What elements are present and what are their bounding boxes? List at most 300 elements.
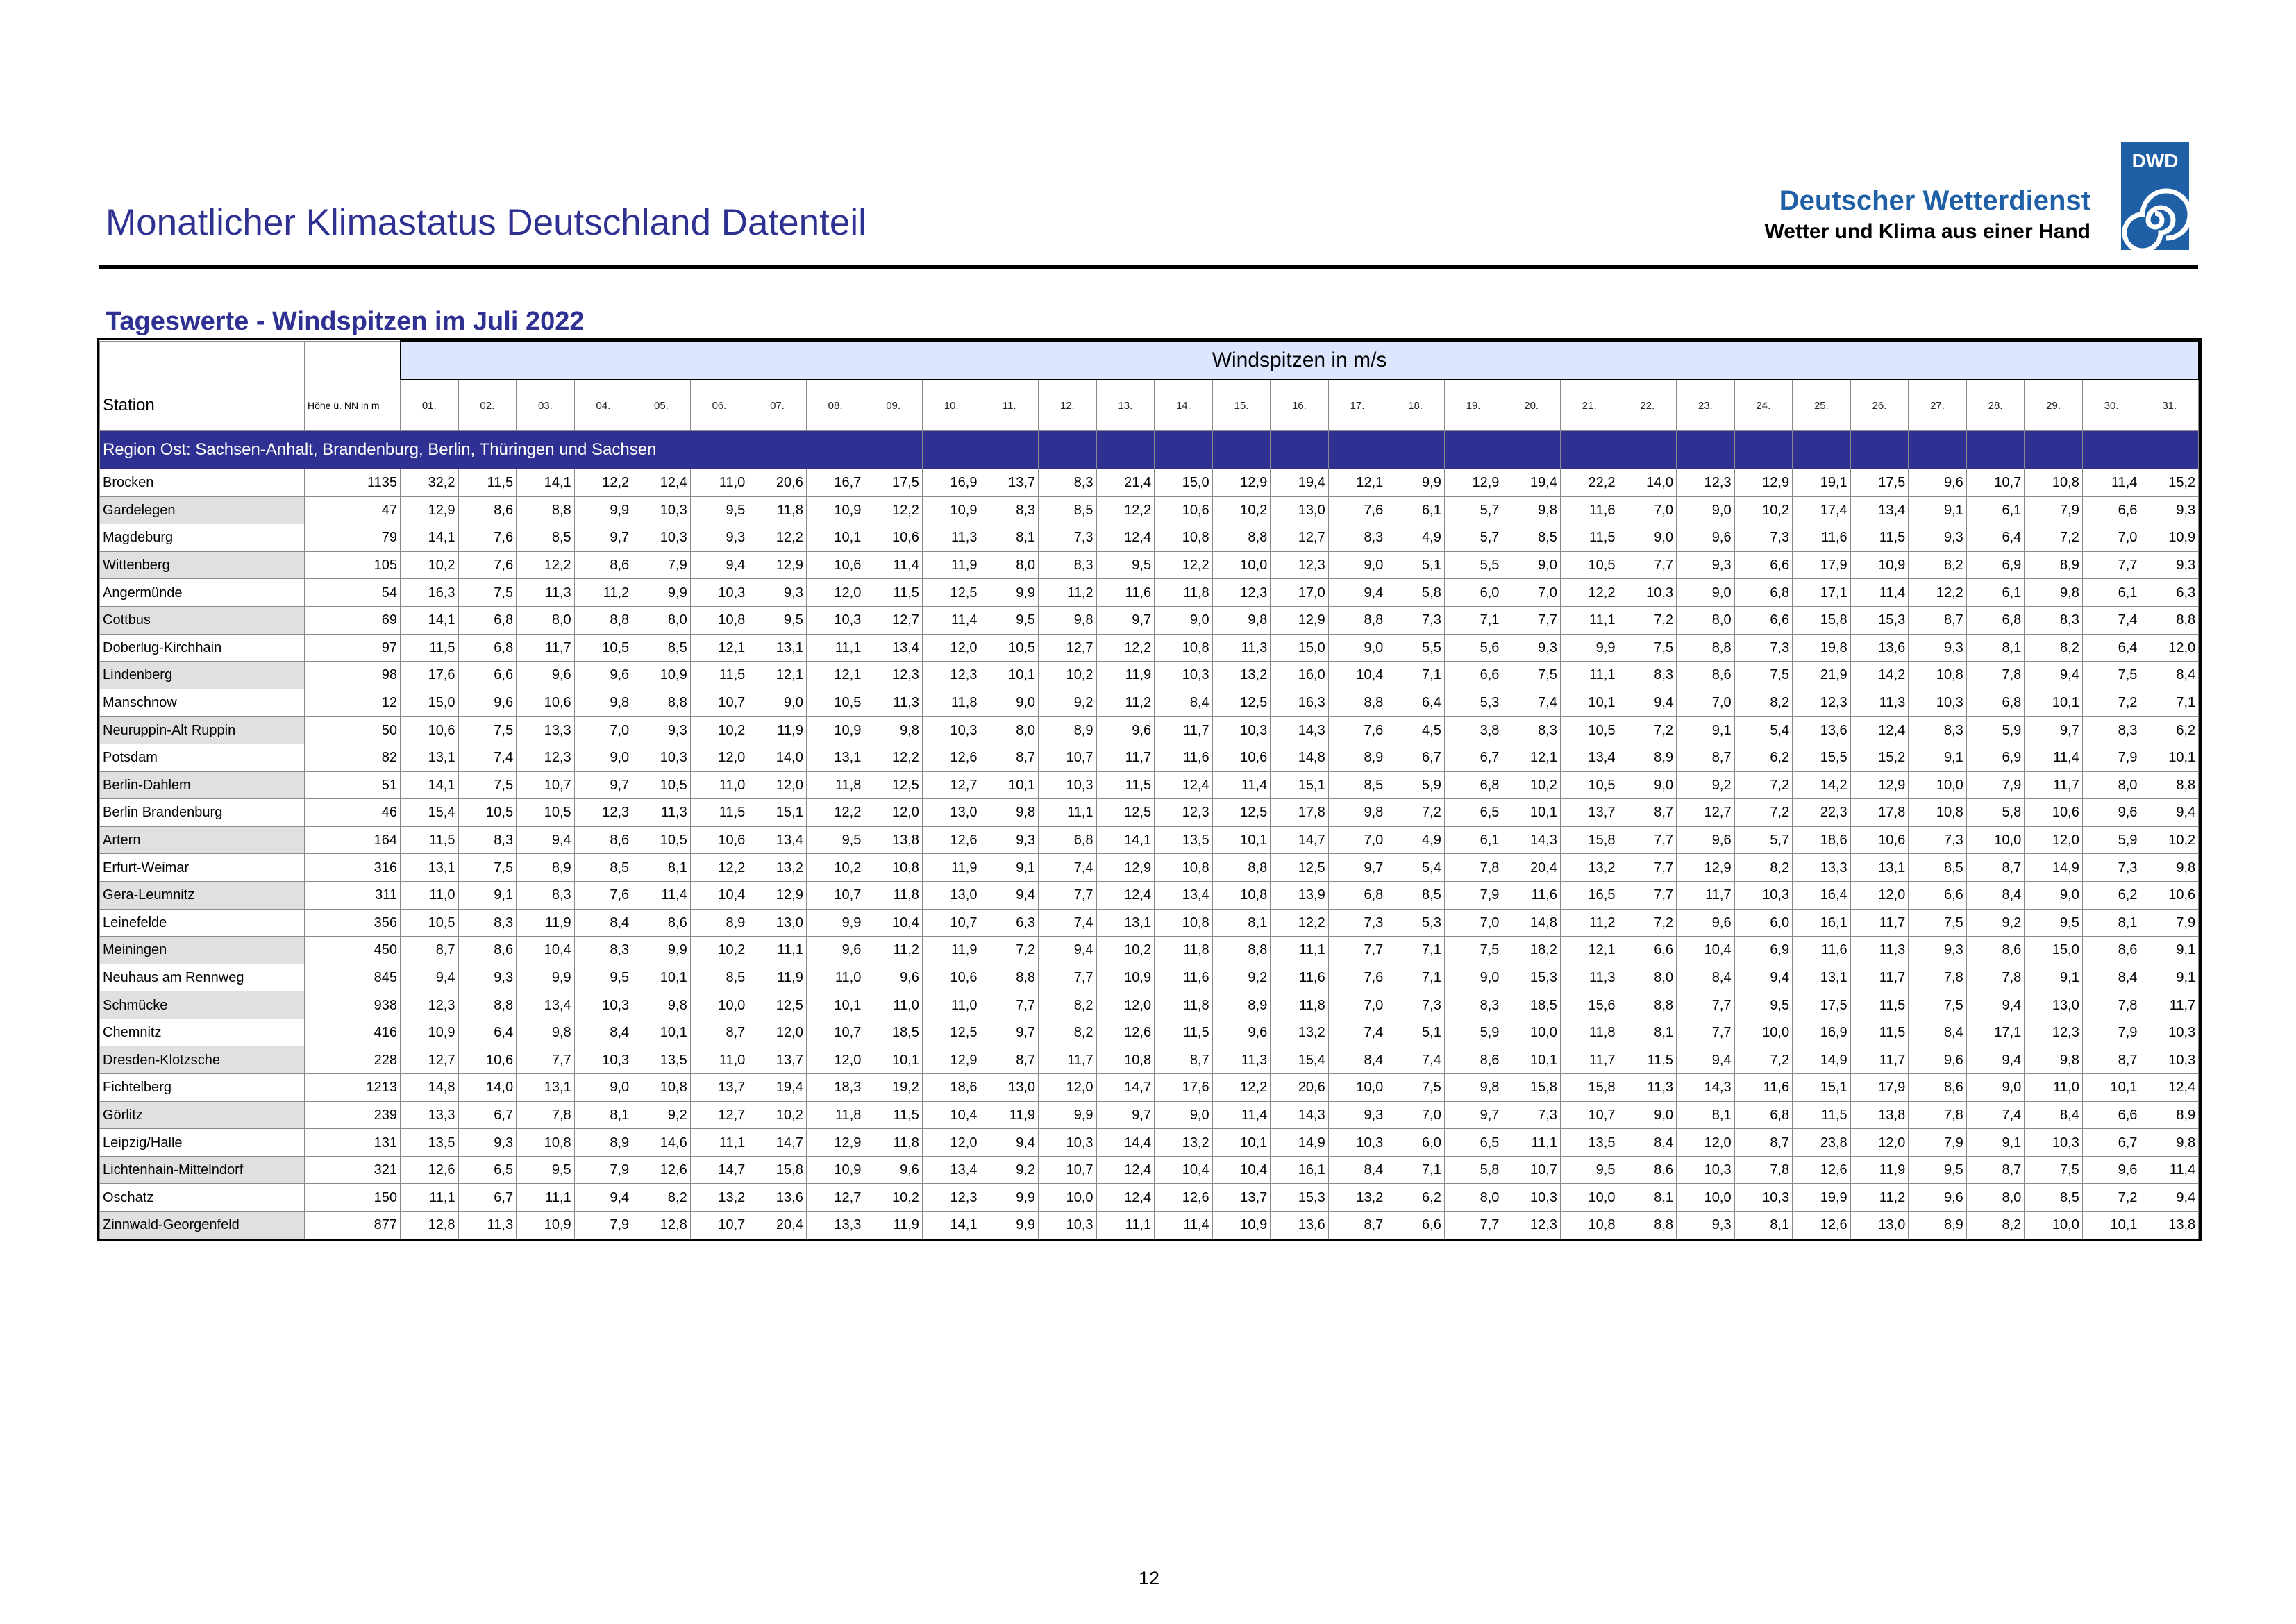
- wind-peak-value: 9,9: [980, 1184, 1039, 1212]
- wind-peak-value: 8,4: [574, 1019, 632, 1046]
- wind-peak-value: 6,1: [2082, 579, 2140, 607]
- wind-peak-value: 12,5: [1271, 854, 1329, 882]
- wind-peak-value: 15,8: [1560, 1074, 1618, 1102]
- wind-peak-value: 8,5: [2025, 1184, 2083, 1212]
- wind-peak-value: 14,1: [922, 1212, 980, 1239]
- wind-peak-value: 7,1: [1386, 1156, 1445, 1184]
- wind-peak-value: 13,3: [1793, 854, 1851, 882]
- wind-peak-value: 10,2: [1502, 771, 1561, 799]
- wind-peak-value: 19,1: [1793, 469, 1851, 497]
- wind-peak-value: 14,8: [401, 1074, 459, 1102]
- wind-peak-value: 12,3: [401, 991, 459, 1019]
- wind-peak-value: 10,1: [1212, 1129, 1271, 1157]
- wind-peak-value: 8,0: [2082, 771, 2140, 799]
- station-name: Berlin-Dahlem: [100, 771, 305, 799]
- wind-peak-value: 17,4: [1793, 496, 1851, 524]
- wind-peak-value: 8,6: [458, 937, 517, 964]
- wind-peak-value: 11,6: [1155, 964, 1213, 991]
- wind-peak-value: 10,2: [748, 1101, 807, 1129]
- wind-peak-value: 10,3: [806, 606, 864, 634]
- wind-peak-value: 7,2: [1386, 799, 1445, 827]
- wind-peak-value: 12,1: [1328, 469, 1386, 497]
- wind-peak-value: 19,9: [1793, 1184, 1851, 1212]
- day-column-header: 03.: [517, 380, 575, 431]
- station-name: Gera-Leumnitz: [100, 881, 305, 909]
- wind-peak-value: 16,5: [1560, 881, 1618, 909]
- wind-peak-value: 8,3: [574, 937, 632, 964]
- day-column-header: 08.: [806, 380, 864, 431]
- table-row: [100, 551, 2199, 579]
- wind-peak-value: 11,1: [1096, 1212, 1155, 1239]
- wind-peak-value: 8,5: [1386, 881, 1445, 909]
- wind-peak-value: 8,7: [1909, 606, 1967, 634]
- wind-peak-value: 9,1: [1677, 717, 1735, 744]
- wind-peak-value: 16,9: [1793, 1019, 1851, 1046]
- wind-peak-value: 18,5: [864, 1019, 923, 1046]
- wind-peak-value: 7,1: [1386, 964, 1445, 991]
- station-name: Potsdam: [100, 744, 305, 771]
- wind-peak-value: 9,3: [980, 826, 1039, 854]
- wind-peak-value: 7,5: [1734, 662, 1793, 689]
- wind-peak-value: 13,6: [748, 1184, 807, 1212]
- wind-peak-value: 13,4: [864, 634, 923, 662]
- wind-peak-value: 11,3: [864, 689, 923, 717]
- wind-peak-value: 10,4: [517, 937, 575, 964]
- wind-peak-value: 7,7: [1677, 991, 1735, 1019]
- wind-peak-value: 8,8: [1618, 1212, 1677, 1239]
- wind-peak-value: 9,7: [980, 1019, 1039, 1046]
- wind-peak-value: 9,6: [1677, 826, 1735, 854]
- table-row: [100, 634, 2199, 662]
- region-fill-cell: [1850, 431, 1909, 469]
- wind-peak-value: 10,5: [632, 826, 691, 854]
- wind-peak-value: 9,8: [1444, 1074, 1502, 1102]
- wind-peak-value: 8,7: [1155, 1046, 1213, 1074]
- day-column-header: 26.: [1850, 380, 1909, 431]
- wind-peak-value: 8,1: [574, 1101, 632, 1129]
- wind-peak-value: 10,7: [806, 1019, 864, 1046]
- wind-peak-value: 9,7: [574, 771, 632, 799]
- table-row: [100, 771, 2199, 799]
- region-fill-cell: [1386, 431, 1445, 469]
- wind-peak-value: 7,5: [458, 854, 517, 882]
- wind-peak-value: 15,6: [1560, 991, 1618, 1019]
- wind-peak-value: 12,0: [806, 1046, 864, 1074]
- wind-peak-value: 6,5: [1444, 1129, 1502, 1157]
- wind-peak-value: 18,2: [1502, 937, 1561, 964]
- wind-peak-value: 5,7: [1734, 826, 1793, 854]
- wind-peak-value: 13,1: [806, 744, 864, 771]
- wind-peak-value: 12,9: [1212, 469, 1271, 497]
- station-name: Schmücke: [100, 991, 305, 1019]
- wind-peak-value: 17,6: [401, 662, 459, 689]
- day-column-header: 05.: [632, 380, 691, 431]
- wind-peak-value: 12,2: [806, 799, 864, 827]
- region-fill-cell: [1966, 431, 2025, 469]
- wind-peak-value: 10,4: [1212, 1156, 1271, 1184]
- station-elevation: 1213: [305, 1074, 401, 1102]
- wind-peak-value: 12,2: [1212, 1074, 1271, 1102]
- wind-peak-value: 7,4: [1039, 909, 1097, 937]
- wind-peak-value: 15,0: [2025, 937, 2083, 964]
- wind-peak-value: 10,1: [980, 771, 1039, 799]
- wind-peak-value: 11,6: [1502, 881, 1561, 909]
- wind-peak-value: 9,5: [2025, 909, 2083, 937]
- wind-peak-value: 9,8: [2140, 854, 2199, 882]
- wind-peak-value: 14,9: [1271, 1129, 1329, 1157]
- wind-peak-value: 9,1: [1966, 1129, 2025, 1157]
- wind-peak-value: 11,4: [1212, 771, 1271, 799]
- wind-peak-value: 17,5: [1793, 991, 1851, 1019]
- wind-peak-value: 8,0: [1966, 1184, 2025, 1212]
- wind-peak-value: 14,8: [1502, 909, 1561, 937]
- wind-peak-value: 11,4: [2082, 469, 2140, 497]
- wind-peak-value: 8,3: [1039, 551, 1097, 579]
- wind-peak-value: 10,2: [1734, 496, 1793, 524]
- wind-peak-value: 9,0: [574, 1074, 632, 1102]
- wind-peak-value: 7,3: [1734, 524, 1793, 552]
- region-fill-cell: [1677, 431, 1735, 469]
- wind-peak-value: 11,8: [864, 881, 923, 909]
- wind-peak-value: 12,5: [922, 579, 980, 607]
- wind-peak-value: 8,8: [1328, 606, 1386, 634]
- wind-peak-value: 10,9: [1850, 551, 1909, 579]
- wind-peak-value: 10,3: [1155, 662, 1213, 689]
- wind-peak-value: 9,5: [748, 606, 807, 634]
- wind-peak-value: 12,9: [748, 881, 807, 909]
- station-name: Angermünde: [100, 579, 305, 607]
- day-column-header: 10.: [922, 380, 980, 431]
- wind-peak-value: 8,8: [1212, 854, 1271, 882]
- wind-peak-value: 7,9: [574, 1212, 632, 1239]
- table-row: [100, 1156, 2199, 1184]
- wind-peak-value: 6,1: [1966, 579, 2025, 607]
- station-elevation: 46: [305, 799, 401, 827]
- wind-peak-value: 7,8: [517, 1101, 575, 1129]
- station-name: Leinefelde: [100, 909, 305, 937]
- wind-peak-value: 9,0: [1328, 634, 1386, 662]
- wind-peak-value: 11,3: [458, 1212, 517, 1239]
- wind-peak-value: 9,3: [1909, 937, 1967, 964]
- wind-peak-value: 6,7: [458, 1101, 517, 1129]
- wind-peak-value: 11,1: [1502, 1129, 1561, 1157]
- wind-peak-value: 17,5: [1850, 469, 1909, 497]
- wind-peak-value: 10,9: [806, 717, 864, 744]
- wind-peak-value: 12,6: [1793, 1212, 1851, 1239]
- wind-peak-value: 8,6: [1677, 662, 1735, 689]
- station-elevation: 1135: [305, 469, 401, 497]
- station-name: Lindenberg: [100, 662, 305, 689]
- wind-peak-value: 12,2: [1909, 579, 1967, 607]
- station-elevation: 311: [305, 881, 401, 909]
- wind-peak-value: 12,9: [1444, 469, 1502, 497]
- wind-peak-value: 7,8: [1444, 854, 1502, 882]
- wind-peak-value: 10,1: [864, 1046, 923, 1074]
- wind-peak-value: 15,3: [1271, 1184, 1329, 1212]
- wind-peak-value: 11,4: [1850, 579, 1909, 607]
- region-fill-cell: [1909, 431, 1967, 469]
- wind-peak-value: 9,3: [1909, 634, 1967, 662]
- wind-peak-value: 7,9: [632, 551, 691, 579]
- wind-peak-value: 8,2: [1039, 991, 1097, 1019]
- wind-peak-value: 11,3: [922, 524, 980, 552]
- wind-peak-value: 13,3: [517, 717, 575, 744]
- wind-peak-value: 9,6: [864, 1156, 923, 1184]
- wind-peak-value: 9,4: [2025, 662, 2083, 689]
- wind-peak-value: 7,3: [2082, 854, 2140, 882]
- wind-peak-value: 11,8: [806, 1101, 864, 1129]
- region-fill-cell: [1444, 431, 1502, 469]
- wind-peak-value: 12,0: [1677, 1129, 1735, 1157]
- wind-peak-value: 10,0: [1328, 1074, 1386, 1102]
- wind-peak-value: 7,4: [1386, 1046, 1445, 1074]
- station-elevation: 50: [305, 717, 401, 744]
- table-row: [100, 1019, 2199, 1046]
- wind-peak-value: 12,4: [1096, 1156, 1155, 1184]
- wind-peak-value: 11,5: [401, 826, 459, 854]
- wind-peak-value: 17,5: [864, 469, 923, 497]
- region-row: [100, 431, 2199, 469]
- wind-peak-value: 13,7: [748, 1046, 807, 1074]
- wind-peak-value: 12,9: [1734, 469, 1793, 497]
- wind-peak-value: 8,4: [1966, 881, 2025, 909]
- wind-peak-value: 9,8: [1212, 606, 1271, 634]
- wind-peak-value: 13,0: [922, 799, 980, 827]
- wind-peak-value: 9,6: [1677, 909, 1735, 937]
- region-fill-cell: [1212, 431, 1271, 469]
- day-column-header: 07.: [748, 380, 807, 431]
- wind-peak-value: 4,5: [1386, 717, 1445, 744]
- wind-peak-value: 10,9: [632, 662, 691, 689]
- wind-peak-value: 9,3: [748, 579, 807, 607]
- wind-peak-value: 10,5: [401, 909, 459, 937]
- wind-peak-value: 9,6: [517, 662, 575, 689]
- wind-peak-value: 9,9: [980, 579, 1039, 607]
- wind-peak-value: 10,4: [1677, 937, 1735, 964]
- wind-peak-value: 7,8: [1909, 964, 1967, 991]
- wind-peak-value: 12,6: [1096, 1019, 1155, 1046]
- wind-peak-value: 7,4: [1966, 1101, 2025, 1129]
- wind-peak-value: 9,0: [1155, 606, 1213, 634]
- wind-peak-value: 6,1: [1966, 496, 2025, 524]
- wind-peak-value: 12,4: [1096, 1184, 1155, 1212]
- station-elevation: 877: [305, 1212, 401, 1239]
- wind-peak-value: 5,3: [1444, 689, 1502, 717]
- day-column-header: 27.: [1909, 380, 1967, 431]
- wind-peak-value: 9,6: [2082, 799, 2140, 827]
- wind-peak-value: 12,9: [401, 496, 459, 524]
- wind-peak-value: 12,9: [1850, 771, 1909, 799]
- wind-peak-value: 11,5: [1560, 524, 1618, 552]
- wind-peak-value: 8,4: [2082, 964, 2140, 991]
- wind-peak-value: 11,2: [574, 579, 632, 607]
- region-fill-cell: [1155, 431, 1213, 469]
- wind-peak-value: 14,0: [458, 1074, 517, 1102]
- wind-peak-value: 11,6: [1560, 496, 1618, 524]
- wind-peak-value: 13,8: [1850, 1101, 1909, 1129]
- wind-peak-value: 11,6: [1793, 937, 1851, 964]
- wind-peak-value: 11,5: [864, 579, 923, 607]
- wind-peak-value: 9,0: [1328, 551, 1386, 579]
- wind-peak-value: 12,3: [922, 1184, 980, 1212]
- wind-peak-value: 10,4: [1328, 662, 1386, 689]
- day-column-header: 12.: [1039, 380, 1097, 431]
- wind-peak-value: 15,0: [1155, 469, 1213, 497]
- wind-peak-value: 13,7: [980, 469, 1039, 497]
- wind-peak-value: 8,0: [517, 606, 575, 634]
- wind-peak-value: 8,2: [1039, 1019, 1097, 1046]
- wind-peak-value: 14,8: [1271, 744, 1329, 771]
- table-row: [100, 826, 2199, 854]
- wind-peak-value: 10,8: [1909, 799, 1967, 827]
- wind-peak-value: 12,5: [864, 771, 923, 799]
- wind-peak-value: 11,3: [632, 799, 691, 827]
- wind-peak-value: 10,8: [864, 854, 923, 882]
- day-column-header: 14.: [1155, 380, 1213, 431]
- wind-peak-value: 9,6: [458, 689, 517, 717]
- wind-peak-value: 8,2: [1734, 689, 1793, 717]
- wind-peak-value: 10,0: [2025, 1212, 2083, 1239]
- wind-peak-value: 11,2: [1096, 689, 1155, 717]
- wind-peak-value: 5,4: [1386, 854, 1445, 882]
- wind-peak-value: 12,3: [1155, 799, 1213, 827]
- wind-peak-value: 6,7: [458, 1184, 517, 1212]
- wind-peak-value: 12,6: [1793, 1156, 1851, 1184]
- wind-peak-value: 8,0: [1618, 964, 1677, 991]
- wind-peak-value: 8,4: [574, 909, 632, 937]
- wind-peak-value: 12,2: [864, 744, 923, 771]
- wind-peak-value: 14,7: [690, 1156, 748, 1184]
- wind-peak-value: 10,6: [690, 826, 748, 854]
- day-column-header: 11.: [980, 380, 1039, 431]
- wind-peak-value: 8,7: [1618, 799, 1677, 827]
- wind-peak-value: 5,3: [1386, 909, 1445, 937]
- wind-peak-value: 7,3: [1734, 634, 1793, 662]
- wind-peak-value: 11,0: [922, 991, 980, 1019]
- wind-peak-value: 9,1: [1909, 744, 1967, 771]
- wind-peak-value: 11,6: [1096, 579, 1155, 607]
- wind-peak-value: 9,9: [1039, 1101, 1097, 1129]
- wind-peak-value: 7,5: [2025, 1156, 2083, 1184]
- day-column-header: 31.: [2140, 380, 2199, 431]
- wind-peak-value: 12,6: [632, 1156, 691, 1184]
- wind-peak-value: 11,7: [517, 634, 575, 662]
- wind-peak-value: 9,3: [690, 524, 748, 552]
- wind-peak-value: 7,2: [2025, 524, 2083, 552]
- wind-peak-value: 9,9: [632, 937, 691, 964]
- wind-peak-value: 7,2: [980, 937, 1039, 964]
- wind-peak-value: 10,3: [632, 524, 691, 552]
- wind-peak-value: 8,7: [1328, 1212, 1386, 1239]
- wind-peak-value: 13,2: [690, 1184, 748, 1212]
- wind-peak-value: 13,6: [1271, 1212, 1329, 1239]
- wind-peak-value: 11,5: [1618, 1046, 1677, 1074]
- wind-peak-value: 7,4: [1039, 854, 1097, 882]
- wind-peak-value: 8,8: [632, 689, 691, 717]
- section-title: Tageswerte - Windspitzen im Juli 2022: [106, 307, 585, 336]
- wind-peak-value: 9,9: [1386, 469, 1445, 497]
- wind-peak-value: 7,4: [2082, 606, 2140, 634]
- wind-peak-value: 7,2: [1734, 799, 1793, 827]
- wind-peak-value: 12,0: [1096, 991, 1155, 1019]
- wind-peak-value: 13,2: [1328, 1184, 1386, 1212]
- wind-peak-value: 14,9: [2025, 854, 2083, 882]
- wind-peak-value: 7,2: [1734, 771, 1793, 799]
- wind-peak-value: 7,6: [1328, 496, 1386, 524]
- wind-peak-value: 11,7: [2025, 771, 2083, 799]
- wind-peak-value: 8,5: [632, 634, 691, 662]
- wind-peak-value: 11,8: [748, 496, 807, 524]
- station-elevation: 12: [305, 689, 401, 717]
- wind-peak-value: 10,7: [690, 689, 748, 717]
- wind-peak-value: 19,8: [1793, 634, 1851, 662]
- wind-peak-value: 10,5: [1560, 771, 1618, 799]
- wind-peak-value: 6,9: [1734, 937, 1793, 964]
- wind-peak-value: 8,4: [1677, 964, 1735, 991]
- wind-peak-value: 17,1: [1793, 579, 1851, 607]
- wind-peak-value: 8,3: [980, 496, 1039, 524]
- day-column-header: 06.: [690, 380, 748, 431]
- wind-peak-value: 10,2: [1096, 937, 1155, 964]
- wind-peak-value: 7,6: [1328, 717, 1386, 744]
- wind-peak-value: 6,6: [2082, 1101, 2140, 1129]
- wind-peak-value: 9,2: [1212, 964, 1271, 991]
- wind-peak-value: 15,4: [401, 799, 459, 827]
- wind-peak-value: 10,8: [1096, 1046, 1155, 1074]
- wind-peak-value: 12,2: [864, 496, 923, 524]
- day-column-header: 16.: [1271, 380, 1329, 431]
- wind-peak-value: 5,9: [2082, 826, 2140, 854]
- wind-peak-value: 6,8: [1966, 689, 2025, 717]
- table-row: [100, 909, 2199, 937]
- wind-peak-value: 13,4: [1560, 744, 1618, 771]
- wind-peak-value: 13,2: [1212, 662, 1271, 689]
- wind-peak-value: 11,7: [1677, 881, 1735, 909]
- wind-peak-value: 7,7: [980, 991, 1039, 1019]
- wind-peak-value: 13,4: [922, 1156, 980, 1184]
- table-row: [100, 1184, 2199, 1212]
- wind-peak-value: 13,0: [1271, 496, 1329, 524]
- wind-peak-value: 9,0: [748, 689, 807, 717]
- wind-peak-value: 9,7: [1328, 854, 1386, 882]
- wind-peak-value: 9,4: [1677, 1046, 1735, 1074]
- wind-peak-value: 7,3: [1502, 1101, 1561, 1129]
- wind-peak-value: 5,5: [1444, 551, 1502, 579]
- table-row: [100, 964, 2199, 991]
- wind-peak-value: 14,3: [1271, 1101, 1329, 1129]
- wind-peak-value: 11,5: [458, 469, 517, 497]
- wind-peak-value: 12,4: [632, 469, 691, 497]
- station-name: Brocken: [100, 469, 305, 497]
- wind-peak-value: 10,0: [1502, 1019, 1561, 1046]
- wind-peak-value: 9,8: [1328, 799, 1386, 827]
- wind-peak-value: 16,9: [922, 469, 980, 497]
- wind-peak-value: 10,1: [806, 524, 864, 552]
- wind-peak-value: 9,6: [1212, 1019, 1271, 1046]
- wind-peak-value: 12,9: [1271, 606, 1329, 634]
- wind-peak-value: 6,5: [458, 1156, 517, 1184]
- wind-peak-value: 12,3: [864, 662, 923, 689]
- wind-peak-value: 8,6: [574, 551, 632, 579]
- wind-peak-value: 10,0: [1560, 1184, 1618, 1212]
- wind-peak-value: 11,4: [1212, 1101, 1271, 1129]
- wind-peak-value: 8,5: [1039, 496, 1097, 524]
- wind-peak-value: 12,0: [690, 744, 748, 771]
- table-row: [100, 717, 2199, 744]
- wind-peak-value: 10,3: [1039, 1129, 1097, 1157]
- station-elevation: 164: [305, 826, 401, 854]
- wind-peak-value: 9,3: [632, 717, 691, 744]
